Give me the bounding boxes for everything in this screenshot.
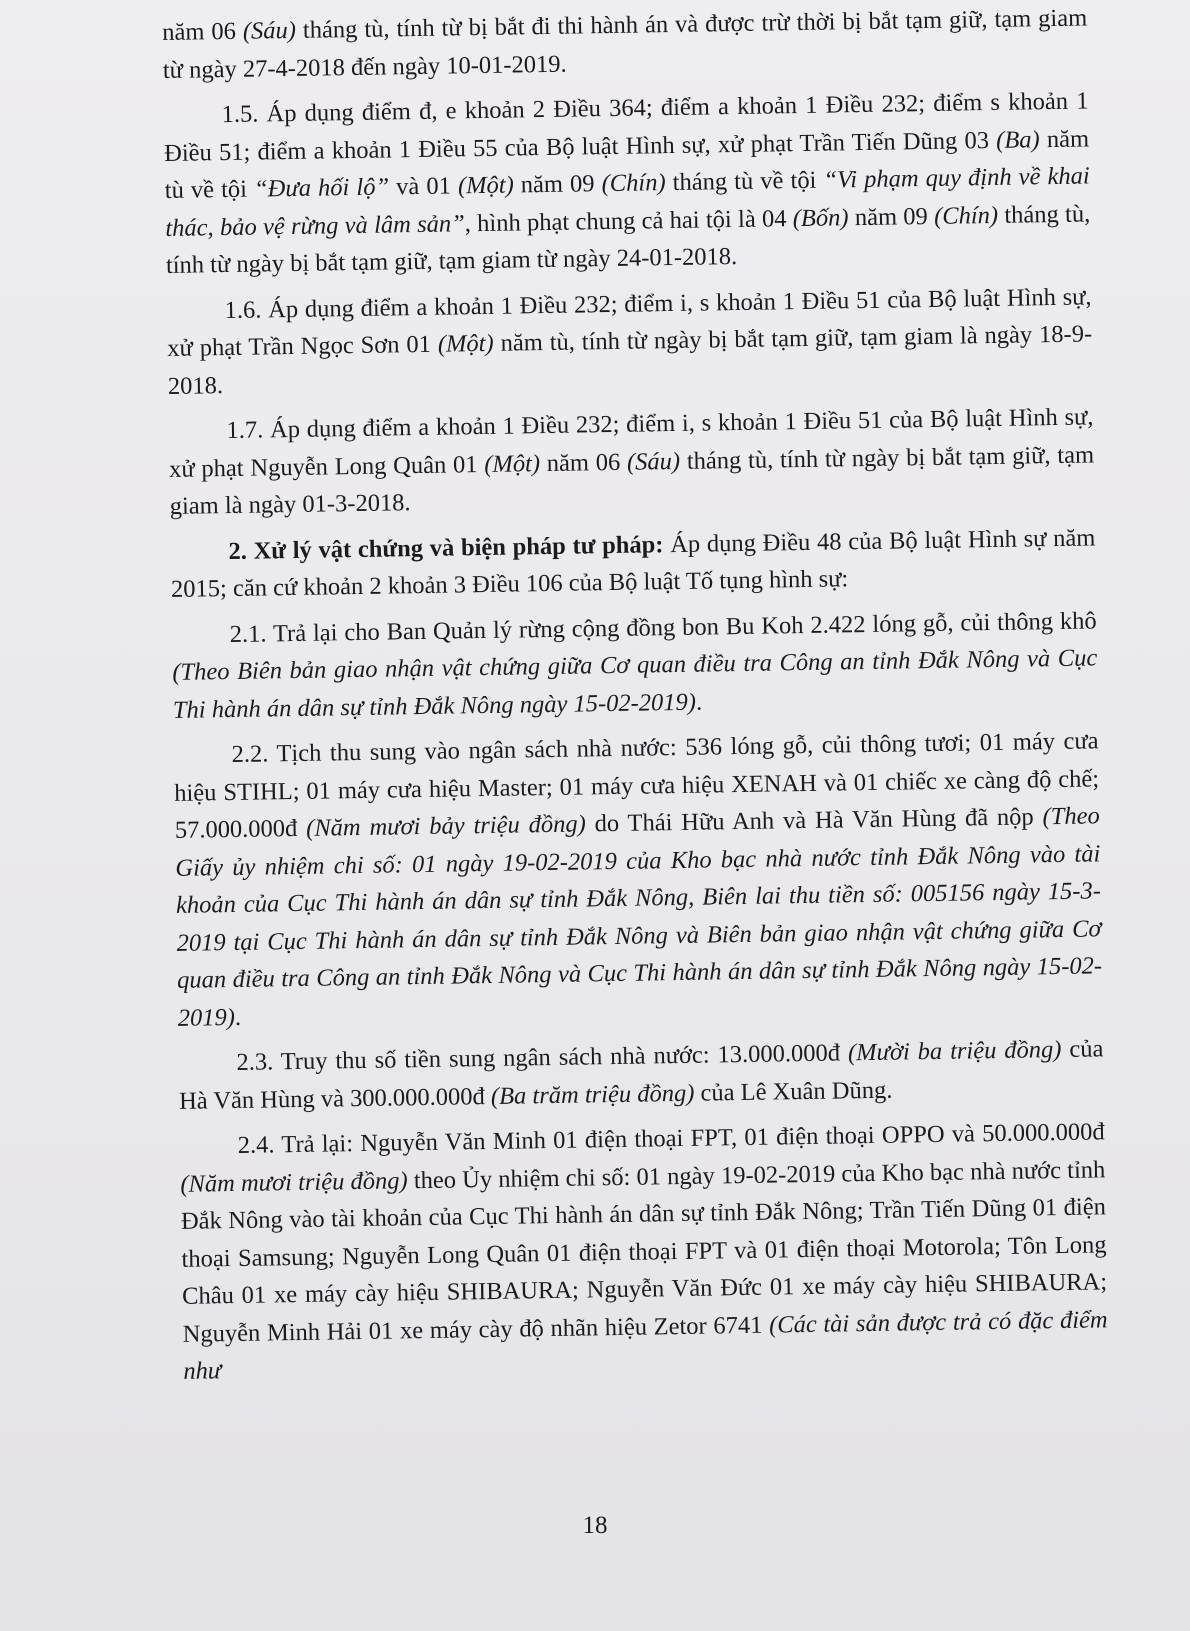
text-run: . [234,1003,242,1031]
text-run: 2.2. Tịch thu sung vào ngân sách nhà nước: 536 lóng gỗ, củi thông tươi; 01 máy cưa hiệu STIHL; 01 máy cưa hiệu Master; 01 máy cưa hiệu XENAH và 01 chiếc xe càng độ chế; 57.000.000đ [174,727,1100,844]
text-run: năm 09 [848,202,935,231]
text-run: tháng tù, tính từ ngày bị bắt tạm giữ, tạm giam là ngày 01-3-2018. [169,440,1095,520]
text-run: năm tù về tội [164,124,1090,204]
paragraph-p1-4-cont [162,0,1088,89]
page-number: 18 [582,1512,608,1539]
paragraph-p1-6 [166,278,1093,405]
italic-text: (Năm mươi triệu đồng) [180,1166,408,1198]
text-run: 1.5. Áp dụng điểm đ, e khoản 2 Điều 364; điểm a khoản 1 Điều 232; điểm s khoản 1 Điều 51; điểm a khoản 1 Điều 55 của Bộ luật Hình sự, xử phạt Trần Tiến Dũng 03 [163,87,1089,167]
italic-text: (Mười ba triệu đồng) [847,1036,1062,1067]
text-run: năm tù, tính từ ngày bị bắt tạm giữ, tạm giam là ngày 18-9-2018. [167,320,1093,400]
italic-text: (Theo Giấy ủy nhiệm chi số: 01 ngày 19-02-2019 của Kho bạc nhà nước tỉnh Đắk Nông vào tài khoản của Cục Thi hành án dân sự tỉnh Đắk Nông, Biên lai thu tiền số: 005156 ngày 15-3-2019 tại Cục Thi hành án dân sự tỉnh Đắk Nông và Biên bản giao nhận vật chứng giữa Cơ quan điều tra Công an tỉnh Đắk Nông và Cục Thi hành án dân sự tỉnh Đắk Nông ngày 15-02-2019) [175,802,1103,1032]
italic-text: “Đưa hối lộ” [253,173,390,203]
text-run: Áp dụng Điều 48 của Bộ luật Hình sự năm 2015; căn cứ khoản 2 khoản 3 Điều 106 của Bộ luật Tố tụng hình sự: [170,523,1096,603]
text-run: 2.3. Truy thu số tiền sung ngân sách nhà nước: 13.000.000đ [236,1039,849,1076]
text-run: của Hà Văn Hùng và 300.000.000đ [178,1035,1104,1115]
text-run: năm 06 [539,448,628,477]
text-run: năm 09 [513,170,602,199]
italic-text: (Năm mươi bảy triệu đồng) [305,810,586,842]
italic-text: “Vi phạm quy định về khai thác, bảo vệ rừng và lâm sản” [165,162,1090,242]
italic-text: (Chín) [933,201,999,230]
italic-text: (Ba trăm triệu đồng) [490,1079,695,1110]
text-run: của Lê Xuân Dũng. [694,1076,893,1107]
paragraph-p2-1 [171,602,1098,729]
text-run: 2.4. Trả lại: Nguyễn Văn Minh 01 điện thoại FPT, 01 điện thoại OPPO và 50.000.000đ [237,1118,1105,1159]
paragraph-p2-4 [179,1113,1108,1390]
bold-heading-text: 2. Xử lý vật chứng và biện pháp tư pháp: [228,530,664,565]
document-body [162,0,1109,1398]
text-run: và 01 [388,172,459,201]
italic-text: (Theo Biên bản giao nhận vật chứng giữa Cơ quan điều tra Công an tỉnh Đắk Nông và Cục Thi hành án dân sự tỉnh Đắk Nông ngày 15-02-2019) [172,644,1098,724]
text-run: 1.6. Áp dụng điểm a khoản 1 Điều 232; điểm i, s khoản 1 Điều 51 của Bộ luật Hình sự, xử phạt Trần Ngọc Sơn 01 [167,282,1092,362]
italic-text: (Sáu) [242,16,297,45]
italic-text: (Một) [437,329,494,358]
text-run: 1.7. Áp dụng điểm a khoản 1 Điều 232; điểm i, s khoản 1 Điều 51 của Bộ luật Hình sự, xử phạt Nguyễn Long Quân 01 [168,403,1094,483]
italic-text: (Ba) [995,125,1040,154]
italic-text: (Chín) [601,169,666,198]
italic-text: (Bốn) [792,203,849,232]
paragraph-p1-5 [163,82,1091,284]
text-run: theo Ủy nhiệm chi số: 01 ngày 19-02-2019 của Kho bạc nhà nước tỉnh Đắk Nông vào tài khoản của Cục Thi hành án dân sự tỉnh Đắk Nông; Trần Tiến Dũng 01 điện thoại Samsung; Nguyễn Long Quân 01 điện thoại FPT và 01 điện thoại Motorola; Tôn Long Châu 01 xe máy cày hiệu SHIBAURA; Nguyễn Văn Đức 01 xe máy cày hiệu SHIBAURA; Nguyễn Minh Hải 01 xe máy cày độ nhãn hiệu Zetor 6741 [180,1155,1108,1348]
italic-text: (Một) [457,171,514,200]
paragraph-p2-3 [178,1030,1104,1120]
paragraph-p1-7 [168,398,1095,525]
text-run: , hình phạt chung cả hai tội là 04 [464,204,793,237]
text-run: tháng tù, tính từ bị bắt đi thi hành án và được trừ thời bị bắt tạm giữ, tạm giam từ ngày 27-4-2018 đến ngày 10-01-2019. [162,4,1088,84]
text-run: tháng tù, tính từ ngày bị bắt tạm giữ, tạm giam từ ngày 24-01-2018. [165,199,1091,279]
italic-text: (Các tài sản được trả có đặc điểm như [183,1305,1108,1385]
paragraph-p2-2 [173,722,1103,1036]
text-run: năm 06 [162,17,244,46]
text-run: tháng tù về tội [665,166,824,197]
text-run: do Thái Hữu Anh và Hà Văn Hùng đã nộp [585,803,1043,838]
italic-text: (Một) [484,449,541,478]
text-run: . [695,688,703,716]
italic-text: (Sáu) [626,447,681,476]
paragraph-p2 [170,519,1096,609]
text-run: 2.1. Trả lại cho Ban Quản lý rừng cộng đồng bon Bu Koh 2.422 lóng gỗ, củi thông khô [229,606,1097,648]
